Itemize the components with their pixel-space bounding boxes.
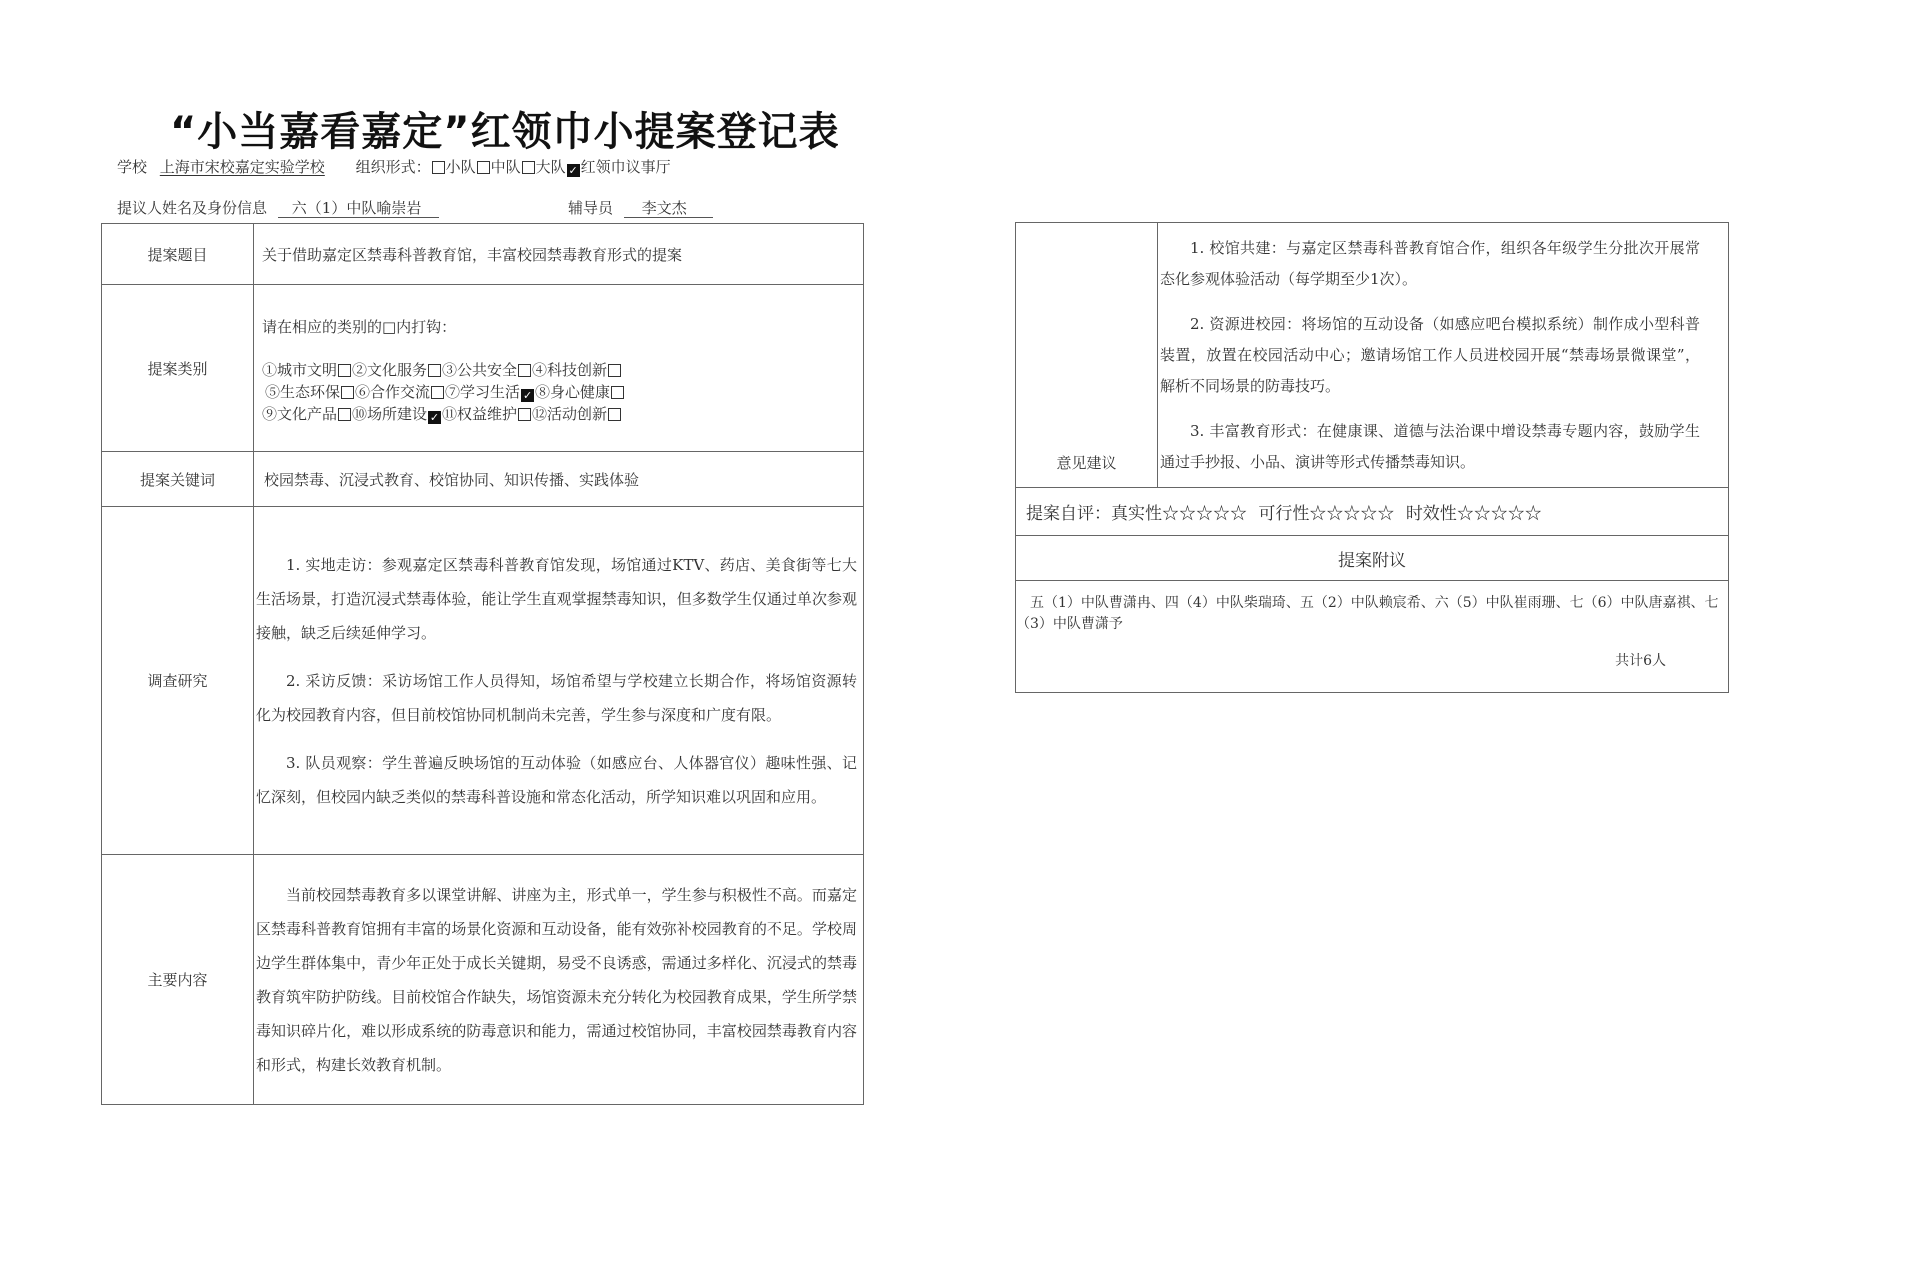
school-row xyxy=(117,156,671,177)
category-checkbox-checked-icon[interactable]: ✓ xyxy=(522,388,533,402)
category-option-label: ⑦学习生活 xyxy=(445,382,521,401)
org-option-label-1: 中队 xyxy=(490,158,521,176)
proposal-table-right xyxy=(1015,222,1729,693)
category-option-label: ②文化服务 xyxy=(352,360,428,379)
keywords-value: 校园禁毒、沉浸式教育、校馆协同、知识传播、实践体验 xyxy=(254,452,864,507)
category-checkbox[interactable] xyxy=(338,408,351,421)
row-category xyxy=(102,285,864,452)
category-checkbox[interactable] xyxy=(338,364,351,377)
category-option-label: ⑥合作交流 xyxy=(355,382,431,401)
star-rating-icon-3[interactable]: ☆☆☆☆☆ xyxy=(1456,504,1542,524)
category-checkbox[interactable] xyxy=(428,364,441,377)
category-checkbox[interactable] xyxy=(611,386,624,399)
category-checkbox[interactable] xyxy=(431,386,444,399)
row-cosign xyxy=(1016,581,1729,693)
row-topic xyxy=(102,224,864,285)
org-options xyxy=(431,158,671,176)
category-option-label: ⑫活动创新 xyxy=(532,404,608,423)
advisor-label: 辅导员 xyxy=(568,199,614,217)
suggestion-paragraph-1: 1. 校馆共建：与嘉定区禁毒科普教育馆合作，组织各年级学生分批次开展常态化参观体验活动（每学期至少1次）。 xyxy=(1160,238,1700,288)
cosign-names: 五（1）中队曹潇冉、四（4）中队柴瑞琦、五（2）中队赖宸希、六（5）中队崔雨珊、七（6）中队唐嘉祺、七（3）中队曹潇予 xyxy=(1016,595,1719,632)
advisor-row xyxy=(568,197,713,218)
self-eval-name-3: 时效性 xyxy=(1405,504,1457,524)
self-eval-name-2: 可行性 xyxy=(1258,504,1310,524)
org-label: 组织形式： xyxy=(355,158,431,176)
category-checkbox[interactable] xyxy=(518,364,531,377)
research-paragraph-1: 1. 实地走访：参观嘉定区禁毒科普教育馆发现，场馆通过KTV、药店、美食街等七大生活场景，打造沉浸式禁毒体验，能让学生直观掌握禁毒知识，但多数学生仅通过单次参观接触，缺乏后续延伸学习。 xyxy=(256,555,857,642)
category-label: 提案类别 xyxy=(102,285,254,452)
research-paragraph-3: 3. 队员观察：学生普遍反映场馆的互动体验（如感应台、人体器官仪）趣味性强、记忆深刻，但校园内缺乏类似的禁毒科普设施和常态化活动，所学知识难以巩固和应用。 xyxy=(256,753,857,806)
category-option-label: ①城市文明 xyxy=(262,360,338,379)
category-checkbox-checked-icon[interactable]: ✓ xyxy=(429,410,440,424)
form-title: “小当嘉看嘉定”红领巾小提案登记表 xyxy=(170,109,840,155)
category-option-label: ⑪权益维护 xyxy=(442,404,518,423)
category-checkbox[interactable] xyxy=(608,408,621,421)
category-row-1 xyxy=(262,359,857,381)
category-checkbox[interactable] xyxy=(608,364,621,377)
cosign-cell xyxy=(1016,581,1729,693)
proposer-value: 六（1）中队喻崇岩 xyxy=(278,199,440,218)
content-cell xyxy=(254,855,864,1105)
suggestion-cell xyxy=(1158,223,1729,488)
cosign-total: 共计6人 xyxy=(1615,653,1666,669)
suggestion-paragraph-3: 3. 丰富教育形式：在健康课、道德与法治课中增设禁毒专题内容，鼓励学生通过手抄报、小品、演讲等形式传播禁毒知识。 xyxy=(1160,421,1700,471)
proposal-table-left xyxy=(101,223,864,1105)
category-instruction: 请在相应的类别的□内打钩： xyxy=(262,317,457,336)
category-checkbox[interactable] xyxy=(341,386,354,399)
category-option-label: ③公共安全 xyxy=(442,360,518,379)
org-option-checkbox-1[interactable] xyxy=(477,161,490,174)
category-checkbox[interactable] xyxy=(518,408,531,421)
category-option-label: ⑨文化产品 xyxy=(262,404,338,423)
star-rating-icon-2[interactable]: ☆☆☆☆☆ xyxy=(1309,504,1395,524)
self-eval-label: 提案自评： xyxy=(1026,504,1111,524)
star-rating-icon-1[interactable]: ☆☆☆☆☆ xyxy=(1162,504,1247,524)
content-paragraph: 当前校园禁毒教育多以课堂讲解、讲座为主，形式单一，学生参与积极性不高。而嘉定区禁毒科普教育馆拥有丰富的场景化资源和互动设备，能有效弥补校园教育的不足。学校周边学生群体集中，青少年正处于成长关键期，易受不良诱惑，需通过多样化、沉浸式的禁毒教育筑牢防护防线。目前校馆合作缺失，场馆资源未充分转化为校园教育成果，学生所学禁毒知识碎片化，难以形成系统的防毒意识和能力，需通过校馆协同，丰富校园禁毒教育内容和形式，构建长效教育机制。 xyxy=(256,885,857,1074)
self-eval-name-1: 真实性 xyxy=(1111,504,1162,524)
proposer-row xyxy=(117,197,439,218)
keywords-label: 提案关键词 xyxy=(102,452,254,507)
row-research xyxy=(102,507,864,855)
research-paragraph-2: 2. 采访反馈：采访场馆工作人员得知，场馆希望与学校建立长期合作，将场馆资源转化为校园教育内容，但目前校馆协同机制尚未完善，学生参与深度和广度有限。 xyxy=(256,671,857,724)
suggestion-label: 意见建议 xyxy=(1016,223,1158,488)
category-option-label: ⑤生态环保 xyxy=(265,382,341,401)
org-option-label-3: 红领巾议事厅 xyxy=(580,158,671,176)
topic-value: 关于借助嘉定区禁毒科普教育馆，丰富校园禁毒教育形式的提案 xyxy=(254,224,864,285)
category-row-3 xyxy=(262,403,857,425)
advisor-value: 李文杰 xyxy=(624,199,713,218)
category-option-label: ⑩场所建设 xyxy=(352,404,428,423)
row-self-eval xyxy=(1016,488,1729,536)
category-row-2 xyxy=(262,381,857,403)
research-label: 调查研究 xyxy=(102,507,254,855)
row-suggestion xyxy=(1016,223,1729,488)
category-option-label: ④科技创新 xyxy=(532,360,608,379)
proposer-label: 提议人姓名及身份信息 xyxy=(117,199,268,217)
org-option-label-0: 小队 xyxy=(445,158,476,176)
topic-label: 提案题目 xyxy=(102,224,254,285)
org-option-checkbox-0[interactable] xyxy=(432,161,445,174)
org-option-checkbox-2[interactable] xyxy=(522,161,535,174)
row-content xyxy=(102,855,864,1105)
cosign-header: 提案附议 xyxy=(1016,536,1729,581)
suggestion-paragraph-2: 2. 资源进校园：将场馆的互动设备（如感应吧台模拟系统）制作成小型科普装置，放置在校园活动中心；邀请场馆工作人员进校园开展“禁毒场景微课堂”，解析不同场景的防毒技巧。 xyxy=(1160,314,1700,395)
research-cell xyxy=(254,507,864,855)
org-option-label-2: 大队 xyxy=(535,158,566,176)
self-eval-cell xyxy=(1016,488,1729,536)
org-option-checkbox-3-checked-icon[interactable]: ✓ xyxy=(568,164,578,177)
category-cell xyxy=(254,285,864,452)
school-value: 上海市宋校嘉定实验学校 xyxy=(159,158,325,176)
row-keywords xyxy=(102,452,864,507)
school-label: 学校 xyxy=(117,158,148,176)
row-cosign-header xyxy=(1016,536,1729,581)
category-option-label: ⑧身心健康 xyxy=(535,382,611,401)
content-label: 主要内容 xyxy=(102,855,254,1105)
